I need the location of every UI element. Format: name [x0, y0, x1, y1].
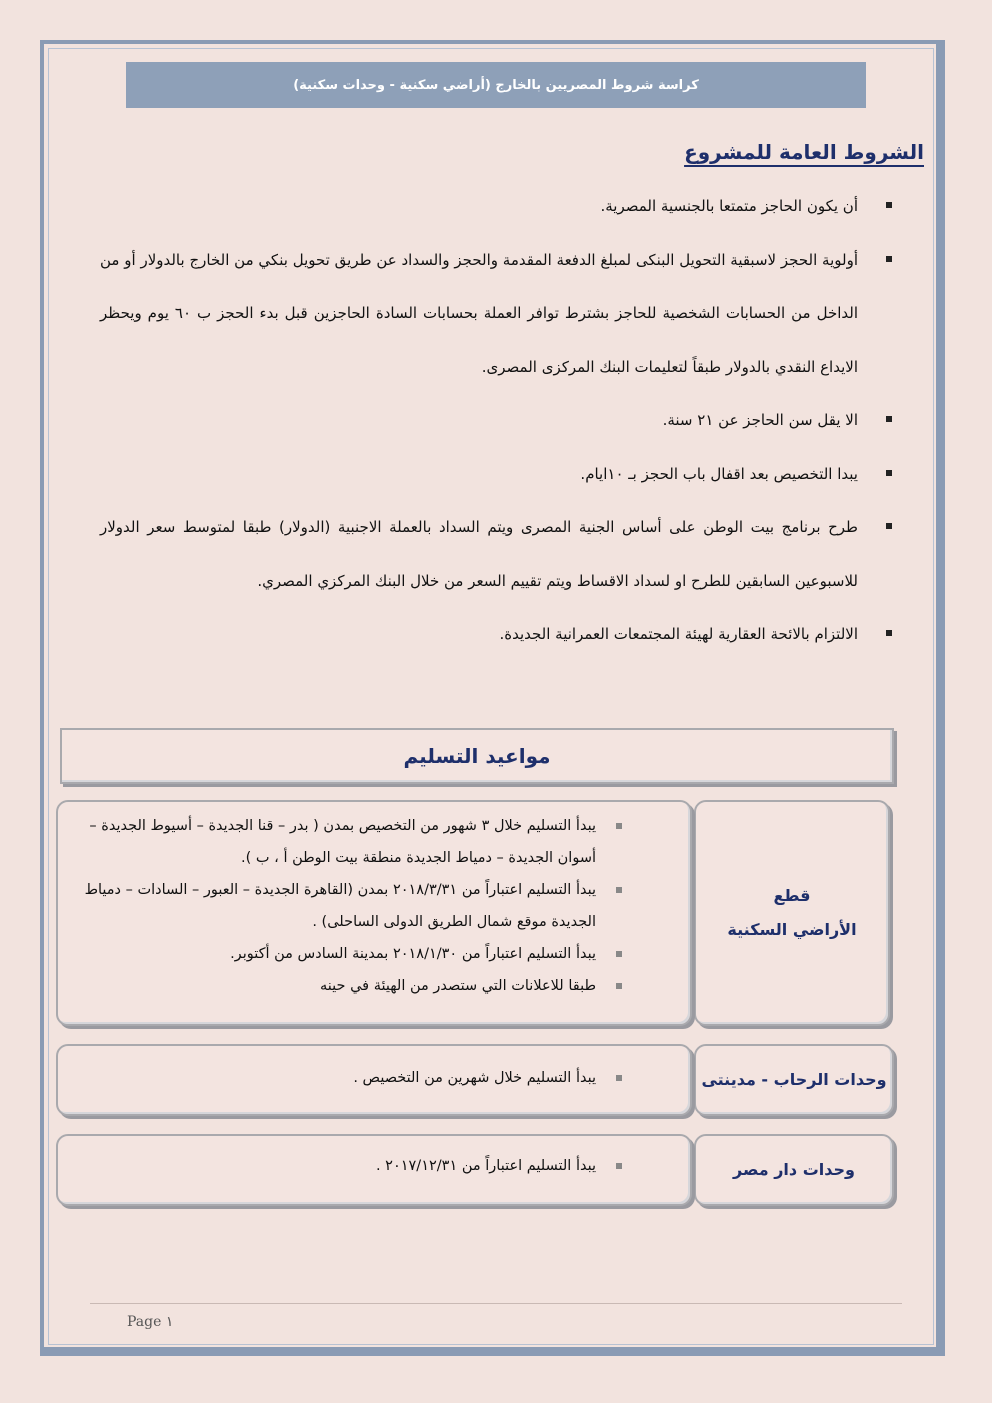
rehab-madinaty-content-box — [56, 1044, 692, 1116]
list-item: يبدأ التسليم خلال ٣ شهور من التخصيص بمدن ( بدر – قنا الجديدة – أسيوط الجديدة – أسوان الجديدة – دمياط الجديدة منطقة بيت الوطن أ ، ب ). — [70, 810, 630, 874]
bullet-square-icon — [886, 256, 892, 262]
bullet-square-icon — [886, 523, 892, 529]
list-item: يبدا التخصيص بعد اقفال باب الحجز بـ ١٠ايام. — [100, 448, 892, 502]
bullet-square-icon — [616, 951, 622, 957]
bullet-square-icon — [886, 630, 892, 636]
dar-misr-content-box — [56, 1134, 692, 1206]
residential-plots-label-line1: قطع — [773, 886, 811, 905]
footer-divider — [90, 1303, 902, 1304]
delivery-title: مواعيد التسليم — [403, 744, 551, 768]
general-conditions-list — [100, 180, 892, 662]
rehab-madinaty-label: وحدات الرحاب - مدينتى — [701, 1070, 887, 1089]
list-item: يبدأ التسليم اعتباراً من ٢٠١٨/١/٣٠ بمدينة السادس من أكتوبر. — [70, 938, 630, 970]
list-item: أولوية الحجز لاسبقية التحويل البنكى لمبلغ الدفعة المقدمة والحجز والسداد عن طريق تحويل بنكي من الخارج بالدولار أو من الداخل من الحسابات الشخصية للحاجز بشترط توافر العملة بحسابات السادة الحاجزين قبل بدء الحجز ب ٦٠ يوم ويحظر الايداع النقدي بالدولار طبقاً لتعليمات البنك المركزى المصرى. — [100, 234, 892, 395]
bullet-square-icon — [616, 823, 622, 829]
rehab-madinaty-list — [70, 1062, 630, 1094]
list-item: الالتزام بالائحة العقارية لهيئة المجتمعات العمرانية الجديدة. — [100, 608, 892, 662]
bullet-square-icon — [616, 1163, 622, 1169]
list-item: أن يكون الحاجز متمتعا بالجنسية المصرية. — [100, 180, 892, 234]
bullet-square-icon — [616, 887, 622, 893]
residential-plots-list — [70, 810, 630, 1002]
bullet-square-icon — [886, 470, 892, 476]
general-conditions-title: الشروط العامة للمشروع — [684, 140, 924, 164]
document-title: كراسة شروط المصريين بالخارج (أراضي سكنية - وحدات سكنية) — [293, 77, 699, 93]
residential-plots-label-line2: الأراضي السكنية — [727, 920, 857, 939]
dar-misr-list — [70, 1150, 630, 1182]
list-item: يبدأ التسليم خلال شهرين من التخصيص . — [70, 1062, 630, 1094]
delivery-title-box — [60, 728, 894, 784]
residential-plots-content-box — [56, 800, 692, 1026]
page-number: Page ١ — [127, 1314, 174, 1330]
list-item: الا يقل سن الحاجز عن ٢١ سنة. — [100, 394, 892, 448]
bullet-square-icon — [616, 983, 622, 989]
rehab-madinaty-label-box — [694, 1044, 894, 1116]
list-item: طبقا للاعلانات التي ستصدر من الهيئة في حينه — [70, 970, 630, 1002]
dar-misr-label-box — [694, 1134, 894, 1206]
list-item: يبدأ التسليم اعتباراً من ٢٠١٧/١٢/٣١ . — [70, 1150, 630, 1182]
list-item: يبدأ التسليم اعتباراً من ٢٠١٨/٣/٣١ بمدن (القاهرة الجديدة – العبور – السادات – دمياط الجديدة موقع شمال الطريق الدولى الساحلى) . — [70, 874, 630, 938]
dar-misr-label: وحدات دار مصر — [733, 1160, 855, 1179]
bullet-square-icon — [886, 416, 892, 422]
residential-plots-label-box — [694, 800, 890, 1026]
document-header — [126, 62, 866, 108]
bullet-square-icon — [886, 202, 892, 208]
list-item: طرح برنامج بيت الوطن على أساس الجنية المصرى ويتم السداد بالعملة الاجنبية (الدولار) طبقا لمتوسط سعر الدولار للاسبوعين السابقين للطرح او لسداد الاقساط ويتم تقييم السعر من خلال البنك المركزي المصري. — [100, 501, 892, 608]
bullet-square-icon — [616, 1075, 622, 1081]
